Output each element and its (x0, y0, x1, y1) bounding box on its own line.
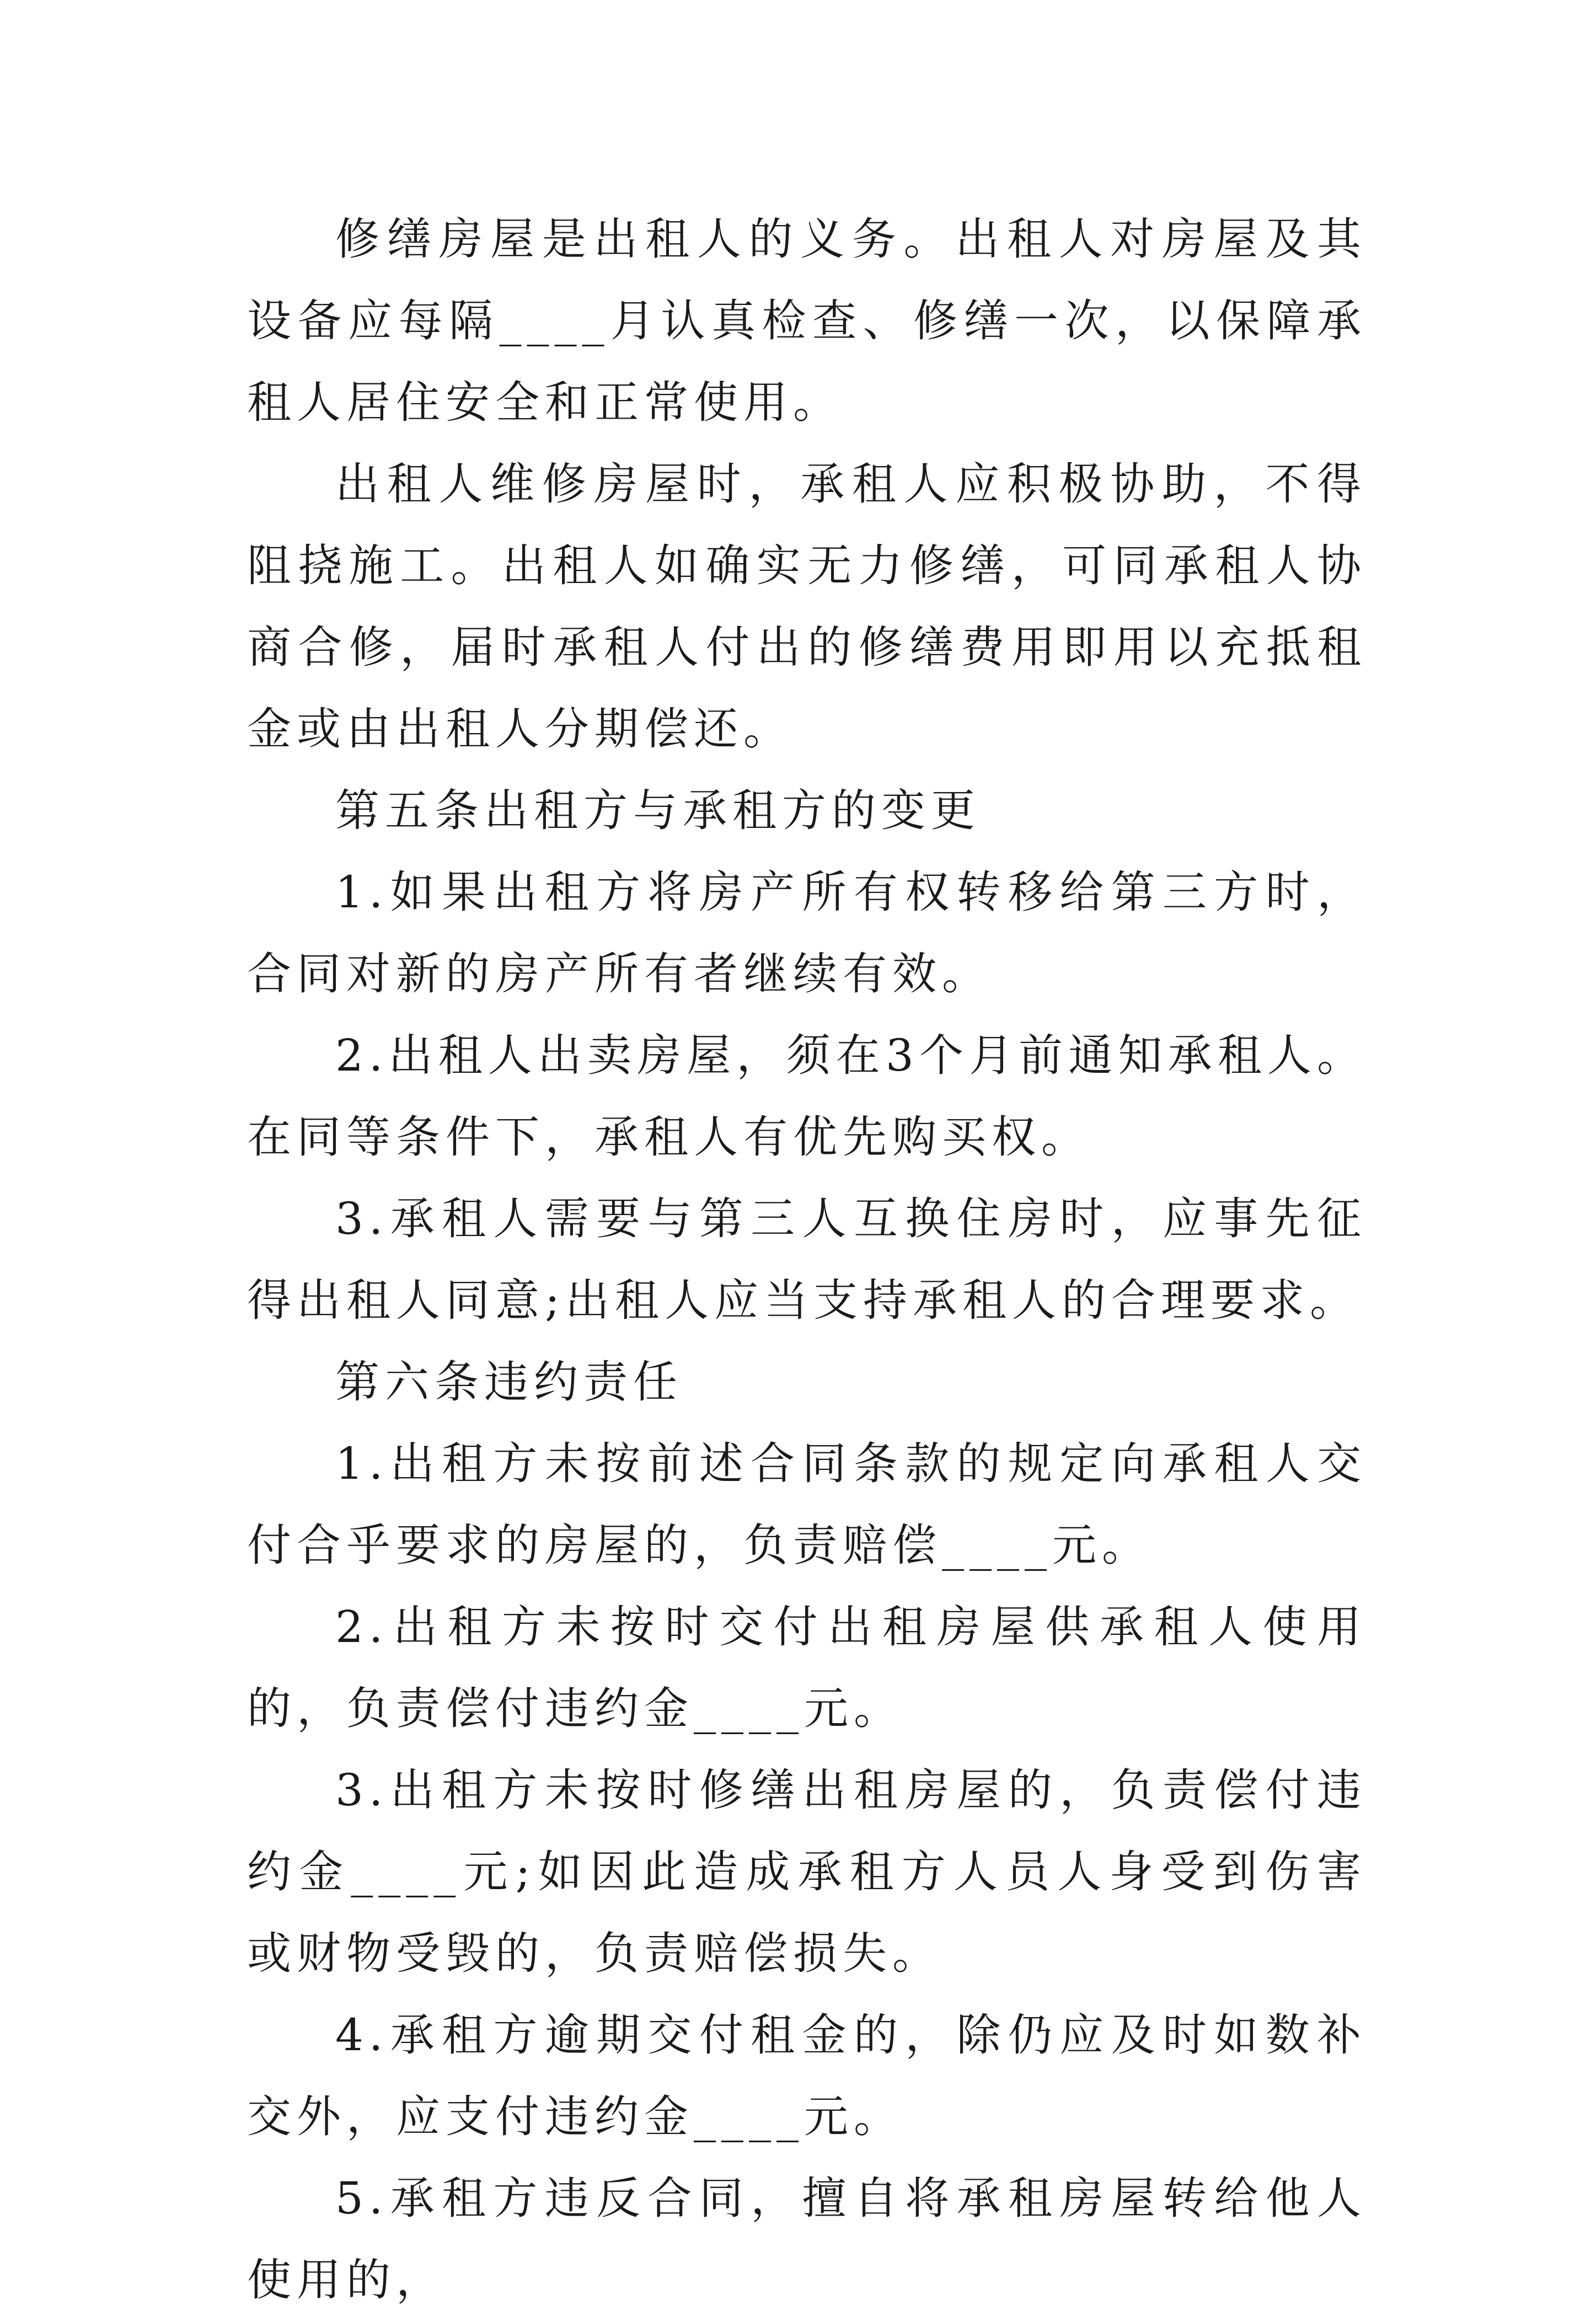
clause-6-4: 4.承租方逾期交付租金的，除仍应及时如数补交外，应支付违约金____元。 (247, 2009, 1367, 2142)
clause-6-2: 2.出租方未按时交付出租房屋供承租人使用的，负责偿付违约金____元。 (247, 1601, 1367, 1734)
clause-6-3: 3.出租方未按时修缮出租房屋的，负责偿付违约金____元;如因此造成承租方人员人身受到伤害或财物受毁的，负责赔偿损失。 (247, 1764, 1367, 1979)
section-heading-article-6: 第六条违约责任 (335, 1356, 683, 1408)
document-body (247, 199, 1367, 2321)
clause-5-3: 3.承租人需要与第三人互换住房时，应事先征得出租人同意;出租人应当支持承租人的合理要求。 (247, 1193, 1367, 1326)
clause-5-2: 2.出租人出卖房屋，须在3个月前通知承租人。在同等条件下，承租人有优先购买权。 (247, 1030, 1367, 1163)
clause-5-1: 1.如果出租方将房产所有权转移给第三方时，合同对新的房产所有者继续有效。 (247, 867, 1367, 999)
clause-6-1: 1.出租方未按前述合同条款的规定向承租人交付合乎要求的房屋的，负责赔偿____元。 (247, 1438, 1367, 1571)
paragraph-repair-duty: 修缮房屋是出租人的义务。出租人对房屋及其设备应每隔____月认真检查、修缮一次，以保障承租人居住安全和正常使用。 (247, 213, 1367, 428)
paragraph-repair-assist: 出租人维修房屋时，承租人应积极协助，不得阻挠施工。出租人如确实无力修缮，可同承租人协商合修，届时承租人付出的修缮费用即用以充抵租金或由出租人分期偿还。 (247, 458, 1367, 755)
section-heading-article-5: 第五条出租方与承租方的变更 (335, 785, 981, 836)
clause-6-5: 5.承租方违反合同，擅自将承租房屋转给他人使用的， (247, 2173, 1367, 2306)
